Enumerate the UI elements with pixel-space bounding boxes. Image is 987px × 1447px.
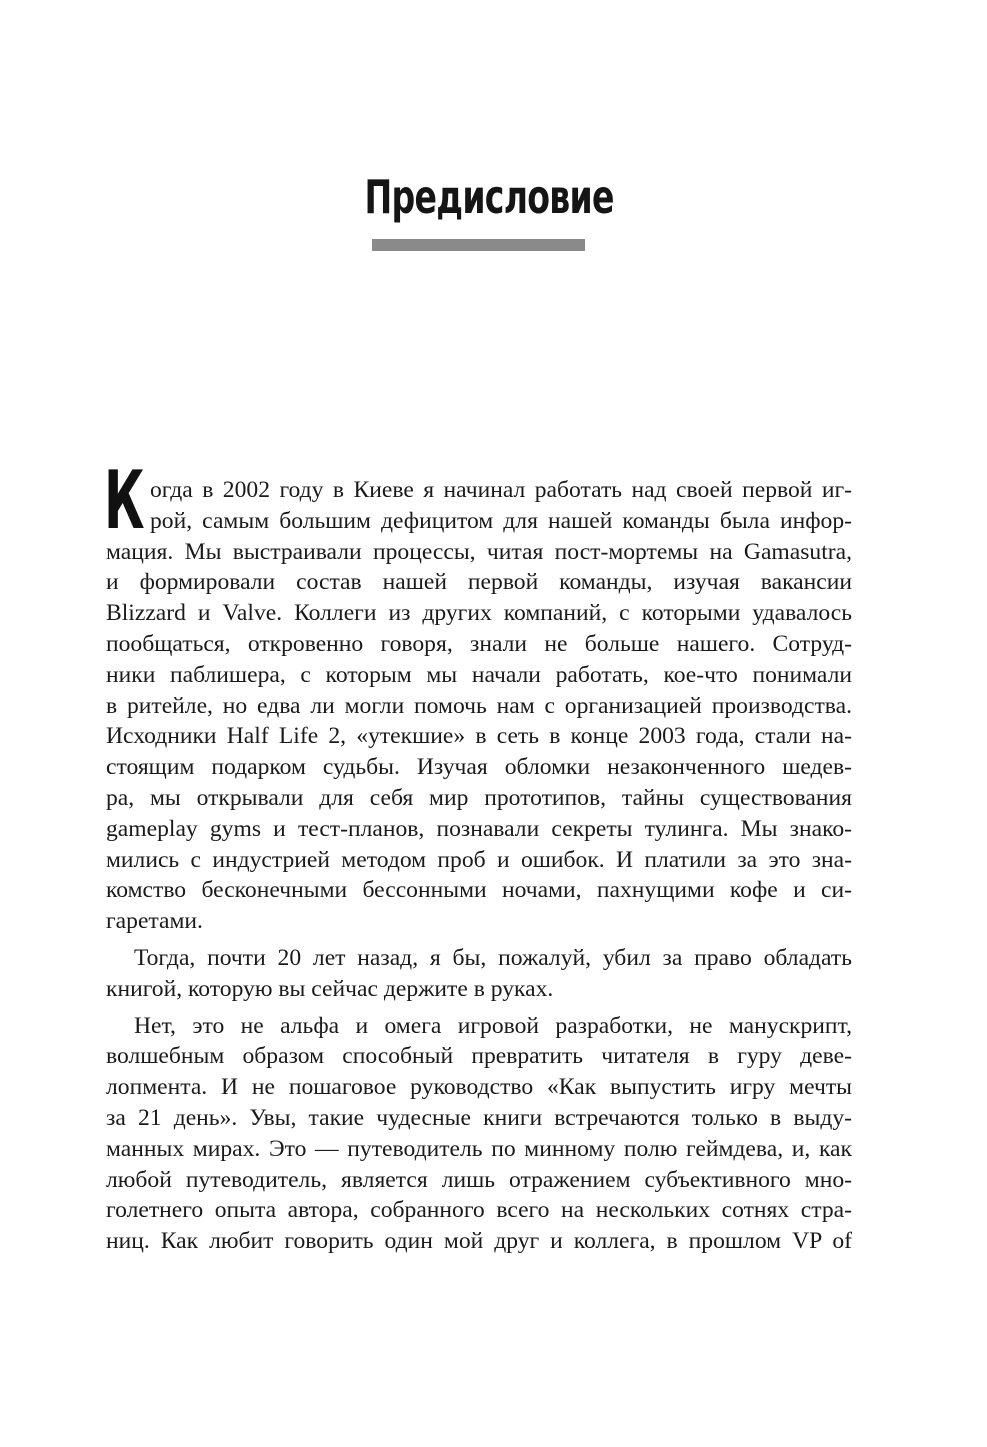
text-line: рой, самым большим дефицитом для нашей команды была инфор-	[150, 507, 852, 534]
paragraph-1	[106, 475, 852, 937]
text-line: ра, мы открывали для себя мир прототипов, тайны существования	[106, 784, 852, 811]
text-line: комство бесконечными бессонными ночами, пахнущими кофе и си-	[106, 877, 852, 904]
text-line: и формировали состав нашей первой команды, изучая вакансии	[106, 569, 852, 596]
text-line: манных мирах. Это — путеводитель по минному полю геймдева, и, как	[106, 1135, 852, 1162]
text-line: гаретами.	[106, 908, 203, 935]
body-text	[106, 475, 852, 1257]
text-line: мация. Мы выстраивали процессы, читая пост-мортемы на Gamasutra,	[106, 538, 852, 565]
text-line: лопмента. И не пошаговое руководство «Как выпустить игру мечты	[106, 1074, 852, 1101]
page-title: Предисловие	[364, 170, 614, 224]
text-line: стоящим подарком судьбы. Изучая обломки незаконченного шедев-	[106, 754, 852, 781]
text-line: Нет, это не альфа и омега игровой разработки, не манускрипт,	[134, 1012, 852, 1039]
paragraph-2	[106, 943, 852, 1005]
text-line: в ритейле, но едва ли могли помочь нам с организацией производства.	[106, 692, 852, 719]
text-line: за 21 день». Увы, такие чудесные книги встречаются только в выду-	[106, 1104, 852, 1131]
text-line: ники паблишера, с которым мы начали работать, кое-что понимали	[106, 661, 852, 688]
text-line: ниц. Как любит говорить один мой друг и коллега, в прошлом VP of	[106, 1228, 852, 1255]
title-underline-bar	[372, 239, 585, 251]
text-line: Исходники Half Life 2, «утекшие» в сеть в конце 2003 года, стали на-	[106, 723, 852, 750]
text-line: любой путеводитель, является лишь отражением субъективного мно-	[106, 1166, 852, 1193]
text-line: пообщаться, откровенно говоря, знали не больше нашего. Сотруд-	[106, 630, 852, 657]
text-line: Blizzard и Valve. Коллеги из других компаний, с которыми удавалось	[106, 600, 852, 627]
text-line: голетнего опыта автора, собранного всего на нескольких сотнях стра-	[106, 1197, 852, 1224]
text-line: мились с индустрией методом проб и ошибок. И платили за это зна-	[106, 846, 852, 873]
text-line: волшебным образом способный превратить читателя в гуру деве-	[106, 1043, 852, 1070]
text-line: книгой, которую вы сейчас держите в руках.	[106, 975, 554, 1002]
text-line: огда в 2002 году в Киеве я начинал работать над своей первой иг-	[150, 477, 852, 503]
paragraph-3	[106, 1011, 852, 1257]
text-line: Тогда, почти 20 лет назад, я бы, пожалуй, убил за право обладать	[134, 944, 852, 971]
text-line: gameplay gyms и тест-планов, познавали секреты тулинга. Мы знако-	[106, 815, 852, 842]
drop-cap-letter: К	[104, 454, 145, 547]
